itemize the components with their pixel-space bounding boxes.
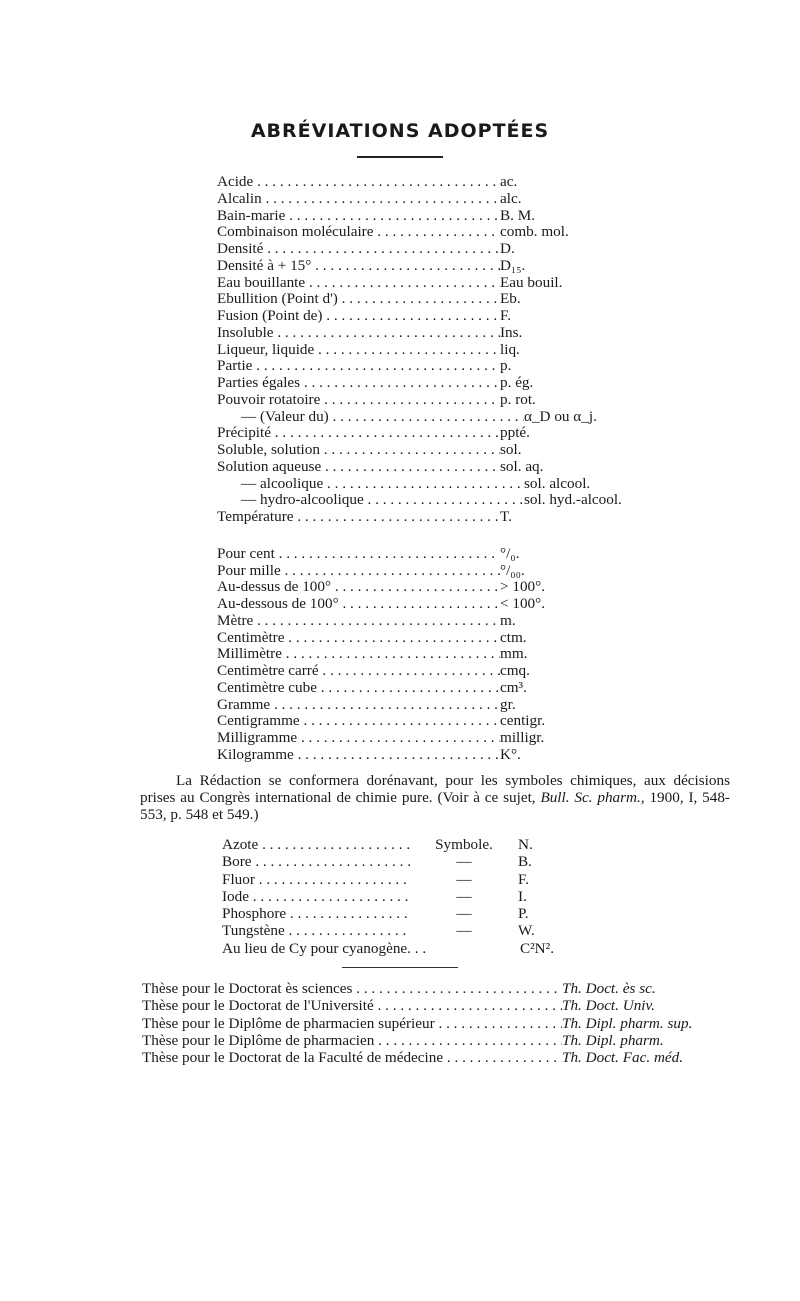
these-row [142, 1049, 742, 1066]
these-term: Thèse pour le Doctorat ès sciences . . . [142, 980, 562, 997]
abbr-value: B. M. [500, 206, 536, 224]
these-term: Thèse pour le Doctorat de l'Université . . . [142, 997, 562, 1014]
these-row [142, 997, 742, 1014]
unit-row [217, 546, 657, 563]
abbr-value: D. [500, 240, 515, 257]
unit-row [217, 713, 657, 730]
abbr-row [217, 174, 657, 191]
abbr-term: Liqueur, liquide . . . [217, 342, 500, 359]
element-symbol: P. [518, 905, 529, 923]
abbr-term: Précipité . . . [217, 425, 500, 442]
abbr-row [217, 442, 657, 459]
unit-row [217, 663, 657, 680]
unit-row [217, 563, 657, 580]
unit-term: Centigramme . . . [217, 713, 500, 730]
abbr-value: sol. aq. [500, 457, 544, 475]
abbr-row [217, 291, 657, 308]
abbr-value: T. [500, 508, 512, 525]
abbr-value: D₁₅. [500, 256, 526, 274]
element-symbol: N. [518, 836, 533, 853]
abbr-row [217, 208, 657, 225]
element-symbol: B. [518, 853, 532, 871]
abbr-value: liq. [500, 340, 520, 358]
abbr-row [217, 358, 657, 375]
abbr-row [217, 375, 657, 392]
abbr-term: Insoluble . . . [217, 325, 500, 342]
unit-value: cmq. [500, 662, 530, 679]
unit-term: Pour mille . . . [217, 563, 500, 580]
abbr-term: — hydro-alcoolique . . . [217, 492, 524, 509]
unit-row [217, 596, 657, 613]
abbr-term: Température . . . [217, 509, 500, 526]
unit-term: Centimètre cube . . . [217, 680, 500, 697]
abbr-term: Acide . . . [217, 174, 500, 191]
abbr-term: Bain-marie . . . [217, 208, 500, 225]
abbr-row [217, 459, 657, 476]
element-symbol-col: — [456, 905, 472, 923]
abbr-row [217, 308, 657, 325]
element-symbol-col: — [456, 887, 472, 905]
abbr-row [217, 392, 657, 409]
abbr-value: F. [500, 307, 512, 324]
abbr-value: Eb. [500, 290, 521, 308]
element-row [222, 871, 642, 888]
abbr-term: Parties égales . . . [217, 375, 500, 392]
unit-row [217, 747, 657, 764]
these-row [142, 980, 742, 997]
note-text-before: La Rédaction se conformera dorénavant, pour les symboles chimiques, aux décisions prises au Congrès international de chimie pure. (Voir à ce sujet, [140, 772, 730, 806]
unit-term: Milligramme . . . [217, 730, 500, 747]
abbr-value: alc. [500, 189, 522, 207]
abbr-row [217, 258, 657, 275]
element-symbol-col: — [456, 853, 472, 871]
element-row [222, 922, 642, 939]
unit-value: cm³. [500, 678, 527, 696]
unit-term: Au-dessous de 100° . . . [217, 596, 500, 613]
abbr-value: p. ég. [500, 374, 534, 391]
abbr-value: sol. alcool. [524, 474, 591, 492]
unit-row [217, 730, 657, 747]
unit-term: Pour cent . . . [217, 546, 500, 563]
element-symbol-col: — [456, 870, 472, 888]
these-term: Thèse pour le Diplôme de pharmacien supérieur . . . [142, 1015, 562, 1032]
abbr-term: — (Valeur du) . . . [217, 409, 524, 426]
these-row [142, 1015, 742, 1032]
unit-term: Au-dessus de 100° . . . [217, 579, 500, 596]
these-abbr: Th. Dipl. pharm. [562, 1031, 664, 1049]
unit-row [217, 579, 657, 596]
abbr-row [217, 342, 657, 359]
abbr-value: p. [500, 357, 512, 375]
section-divider [342, 967, 458, 968]
abbr-value: sol. hyd.-alcool. [524, 491, 622, 509]
abbr-row [217, 275, 657, 292]
page-title: ABRÉVIATIONS ADOPTÉES [250, 120, 550, 142]
element-symbol: I. [518, 887, 527, 905]
these-term: Thèse pour le Diplôme de pharmacien . . . [142, 1032, 562, 1049]
unit-term: Kilogramme . . . [217, 747, 500, 764]
unit-value: < 100°. [500, 595, 546, 612]
unit-row [217, 697, 657, 714]
element-row [222, 853, 642, 870]
abbr-term: Ebullition (Point d') . . . [217, 291, 500, 308]
note-text-after: , 1900, I, 548-553, p. 548 et 549.) [140, 789, 730, 823]
abbr-row [217, 224, 657, 241]
abbr-term: Soluble, solution . . . [217, 442, 500, 459]
unit-value: m. [500, 611, 516, 629]
abbr-row [217, 325, 657, 342]
abbr-term: Pouvoir rotatoire . . . [217, 392, 500, 409]
abbr-term: Densité . . . [217, 241, 500, 258]
unit-value: centigr. [500, 712, 546, 730]
unit-value: °/₀₀. [500, 561, 525, 579]
unit-term: Millimètre . . . [217, 646, 500, 663]
abbr-row [217, 425, 657, 442]
unit-row [217, 613, 657, 630]
abbr-value: sol. [500, 441, 522, 458]
abbr-term: — alcoolique . . . [217, 476, 524, 493]
abbr-row [217, 191, 657, 208]
abbr-term: Solution aqueuse . . . [217, 459, 500, 476]
abbr-row [217, 241, 657, 258]
note-journal: Bull. Sc. pharm. [540, 789, 641, 806]
unit-value: ctm. [500, 628, 527, 646]
abbr-row [217, 409, 657, 426]
theses-table [142, 980, 742, 1066]
title-underline [357, 156, 443, 158]
unit-term: Gramme . . . [217, 697, 500, 714]
these-abbr: Th. Dipl. pharm. sup. [562, 1014, 693, 1032]
abbr-term: Partie . . . [217, 358, 500, 375]
element-row [222, 905, 642, 922]
unit-value: gr. [500, 695, 516, 713]
abbr-value: α_D ou α_j. [524, 407, 597, 425]
these-abbr: Th. Doct. Fac. méd. [562, 1049, 684, 1067]
element-symbol: W. [518, 922, 535, 940]
unit-value: > 100°. [500, 578, 546, 596]
abbr-term: Densité à + 15° . . . [217, 258, 500, 275]
unit-term: Centimètre . . . [217, 630, 500, 647]
unit-term: Centimètre carré . . . [217, 663, 500, 680]
abbr-value: ac. [500, 173, 518, 190]
element-name: Tungstène . . . [222, 922, 410, 939]
element-row [222, 888, 642, 905]
cyanogen-note: Au lieu de Cy pour cyanogène. . . [222, 939, 427, 957]
unit-row [217, 680, 657, 697]
abbr-row [217, 476, 657, 493]
element-symbol: F. [518, 870, 530, 888]
these-row [142, 1032, 742, 1049]
abbr-value: comb. mol. [500, 223, 569, 241]
abbr-term: Eau bouillante . . . [217, 275, 500, 292]
abbr-value: p. rot. [500, 390, 536, 408]
abbr-term: Fusion (Point de) . . . [217, 308, 500, 325]
unit-row [217, 646, 657, 663]
element-name: Fluor . . . [222, 871, 410, 888]
abbr-row [217, 509, 657, 526]
element-name: Azote . . . [222, 836, 410, 853]
element-symbol-col: Symbole. [435, 836, 493, 853]
cyanogen-symbol: C²N². [520, 939, 555, 957]
element-name: Phosphore . . . [222, 905, 410, 922]
abbr-term: Combinaison moléculaire . . . [217, 224, 500, 241]
unit-value: °/₀. [500, 544, 520, 562]
unit-term: Mètre . . . [217, 613, 500, 630]
unit-value: mm. [500, 645, 528, 663]
abbr-term: Alcalin . . . [217, 191, 500, 208]
element-row [222, 940, 642, 957]
element-name: Iode . . . [222, 888, 410, 905]
element-row [222, 836, 642, 853]
abbr-row [217, 492, 657, 509]
element-symbol-col: — [456, 922, 472, 940]
abbr-value: Ins. [500, 323, 523, 341]
abbr-value: Eau bouil. [500, 273, 563, 291]
these-term: Thèse pour le Doctorat de la Faculté de médecine . . . [142, 1049, 562, 1066]
section-gap [217, 526, 657, 546]
unit-value: milligr. [500, 729, 545, 746]
these-abbr: Th. Doct. ès sc. [562, 980, 656, 997]
abbr-value: ppté. [500, 424, 530, 442]
element-name: Bore . . . [222, 853, 410, 870]
unit-value: K°. [500, 745, 521, 763]
unit-row [217, 630, 657, 647]
editorial-note [140, 772, 730, 823]
these-abbr: Th. Doct. Univ. [562, 997, 655, 1015]
element-symbols-table [222, 836, 642, 957]
abbreviations-table [217, 174, 657, 764]
